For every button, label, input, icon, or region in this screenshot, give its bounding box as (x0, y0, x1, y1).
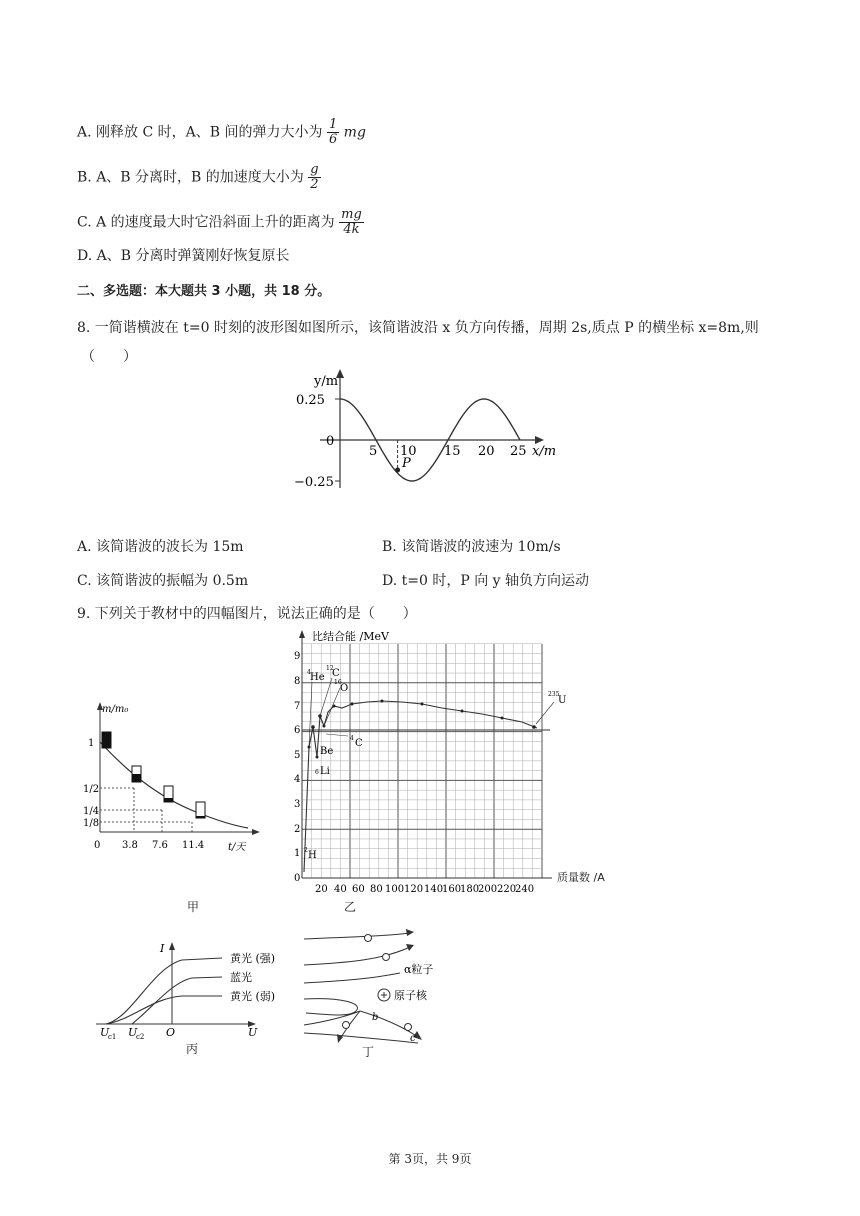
svg-text:3: 3 (294, 799, 301, 810)
fig-yi-binding-energy (282, 626, 612, 901)
svg-text:8: 8 (294, 676, 301, 687)
section-heading: 二、多选题：本大题共 3 小题，共 18 分。 (77, 284, 331, 299)
x-axis-label: U (248, 1026, 258, 1039)
svg-text:180: 180 (460, 884, 480, 895)
y-tick: 1/8 (83, 818, 100, 829)
svg-text:O: O (340, 683, 349, 694)
svg-text:2: 2 (294, 824, 301, 835)
svg-text:c1: c1 (108, 1033, 117, 1041)
svg-text:U: U (558, 695, 567, 706)
alpha-label: α粒子 (404, 963, 434, 976)
svg-text:C: C (332, 668, 340, 679)
svg-text:16: 16 (334, 679, 342, 686)
svg-text:2: 2 (304, 847, 308, 854)
c-label: c (410, 1033, 416, 1044)
svg-text:140: 140 (424, 884, 444, 895)
fig-jia-caption: 甲 (187, 900, 200, 914)
q8-wave-graph (290, 366, 580, 496)
svg-text:240: 240 (515, 884, 535, 895)
x-axis-arrow (535, 436, 544, 444)
x-tick: 7.6 (152, 840, 168, 851)
q7-option-d: D. A、B 分离时弹簧刚好恢复原长 (77, 248, 290, 264)
svg-text:Li: Li (320, 766, 330, 777)
x-tick: U (128, 1026, 138, 1039)
svg-text:5: 5 (294, 750, 301, 761)
svg-text:160: 160 (442, 884, 462, 895)
x-tick: 3.8 (122, 840, 138, 851)
svg-text:60: 60 (352, 884, 365, 895)
svg-text:80: 80 (370, 884, 383, 895)
x-tick: 0 (94, 840, 101, 851)
svg-text:6: 6 (315, 769, 319, 776)
svg-text:7: 7 (294, 701, 301, 712)
x-tick: U (100, 1026, 110, 1039)
sample-half (132, 774, 141, 782)
x-axis-label: t/天 (228, 842, 246, 853)
x-tick: 10 (400, 444, 417, 459)
y-tick: 0 (326, 434, 335, 449)
y-axis-label: 比结合能 /MeV (312, 630, 389, 643)
y-tick: 1/2 (83, 784, 100, 795)
svg-text:200: 200 (478, 884, 498, 895)
curve-yellow-weak (106, 996, 222, 1024)
svg-text:20: 20 (315, 884, 328, 895)
svg-text:120: 120 (404, 884, 424, 895)
sample-eighth (196, 816, 205, 818)
q8-option-a: A. 该简谐波的波长为 15m (77, 539, 244, 555)
y-axis-label: m/m₀ (102, 704, 129, 715)
curve-label: 黄光 (强) (230, 952, 276, 965)
svg-text:4: 4 (350, 735, 354, 742)
curve-label: 黄光 (弱) (230, 990, 276, 1003)
svg-text:220: 220 (497, 884, 517, 895)
curve-label: 蓝光 (230, 971, 252, 984)
q8-option-d: D. t=0 时，P 向 y 轴负方向运动 (382, 573, 590, 589)
svg-text:C: C (355, 738, 363, 749)
y-axis-label: I (160, 942, 165, 955)
x-tick: 11.4 (182, 840, 205, 851)
binding-curve (304, 701, 537, 872)
point-p (395, 468, 400, 473)
q8-stem: 8. 一简谐横波在 t=0 时刻的波形图如图所示，该简谐波沿 x 负方向传播，周期 2s,质点 P 的横坐标 x=8m,则 (77, 320, 759, 336)
point-p-label: P (402, 456, 411, 471)
y-tick: −0.25 (294, 475, 334, 490)
fig-yi-caption: 乙 (344, 900, 357, 914)
svg-text:H: H (308, 850, 317, 861)
y-tick: 1 (88, 738, 95, 749)
curve-yellow-strong (106, 958, 222, 1024)
b-label: b (372, 1012, 379, 1023)
fig-ding-alpha-scattering (300, 925, 450, 1045)
y-axis-label: y/m (314, 374, 339, 389)
y-ticks (294, 651, 300, 884)
svg-text:1: 1 (294, 848, 301, 859)
svg-text:4: 4 (294, 774, 301, 785)
svg-text:6: 6 (294, 725, 301, 736)
svg-text:c2: c2 (136, 1033, 145, 1041)
q9-stem: 9. 下列关于教材中的四幅图片，说法正确的是（ ） (77, 606, 417, 622)
x-ticks (315, 884, 534, 895)
q8-option-c: C. 该简谐波的振幅为 0.5m (77, 573, 249, 589)
svg-text:Be: Be (320, 746, 334, 757)
svg-text:9: 9 (294, 651, 301, 662)
x-tick: O (166, 1026, 176, 1039)
q7-option-b: B. A、B 分离时，B 的加速度大小为 $\frac{g}{2}$ (77, 162, 319, 192)
y-tick: 1/4 (83, 806, 100, 817)
y-tick: 0.25 (296, 393, 325, 408)
fig-ding-caption: 丁 (362, 1045, 375, 1059)
q8-paren: （ ） (81, 349, 137, 365)
svg-text:He: He (310, 672, 325, 683)
fig-bing-caption: 丙 (186, 1042, 199, 1056)
svg-text:12: 12 (326, 665, 334, 672)
curve-blue (132, 977, 222, 1024)
page-footer: 第 3页，共 9页 (388, 1152, 472, 1166)
x-axis-label: x/m (532, 444, 557, 459)
svg-text:235: 235 (548, 691, 560, 698)
svg-text:0: 0 (294, 873, 301, 884)
sample-quarter (164, 798, 173, 802)
nuclide-labels (304, 665, 566, 861)
x-tick: 5 (369, 444, 378, 459)
svg-text:4: 4 (307, 669, 311, 676)
nucleus-label: 原子核 (394, 989, 427, 1002)
fig-yi-x-label: 质量数 /A (557, 871, 605, 884)
q7-option-a: A. 刚释放 C 时，A、B 间的弹力大小为 $\frac{1}{6}$ mg (77, 117, 366, 147)
q7-option-c: C. A 的速度最大时它沿斜面上升的距离为 $\frac{mg}{4k}$ (77, 207, 362, 237)
x-tick: 25 (510, 444, 527, 459)
fig-jia-decay (83, 700, 266, 860)
x-tick: 20 (478, 444, 495, 459)
svg-text:40: 40 (334, 884, 347, 895)
fig-bing-photoelectric (92, 938, 276, 1048)
svg-text:100: 100 (385, 884, 405, 895)
sample-full (102, 732, 111, 748)
q8-option-b: B. 该简谐波的波速为 10m/s (382, 539, 561, 555)
decay-curve (100, 742, 248, 828)
x-tick: 15 (444, 444, 461, 459)
